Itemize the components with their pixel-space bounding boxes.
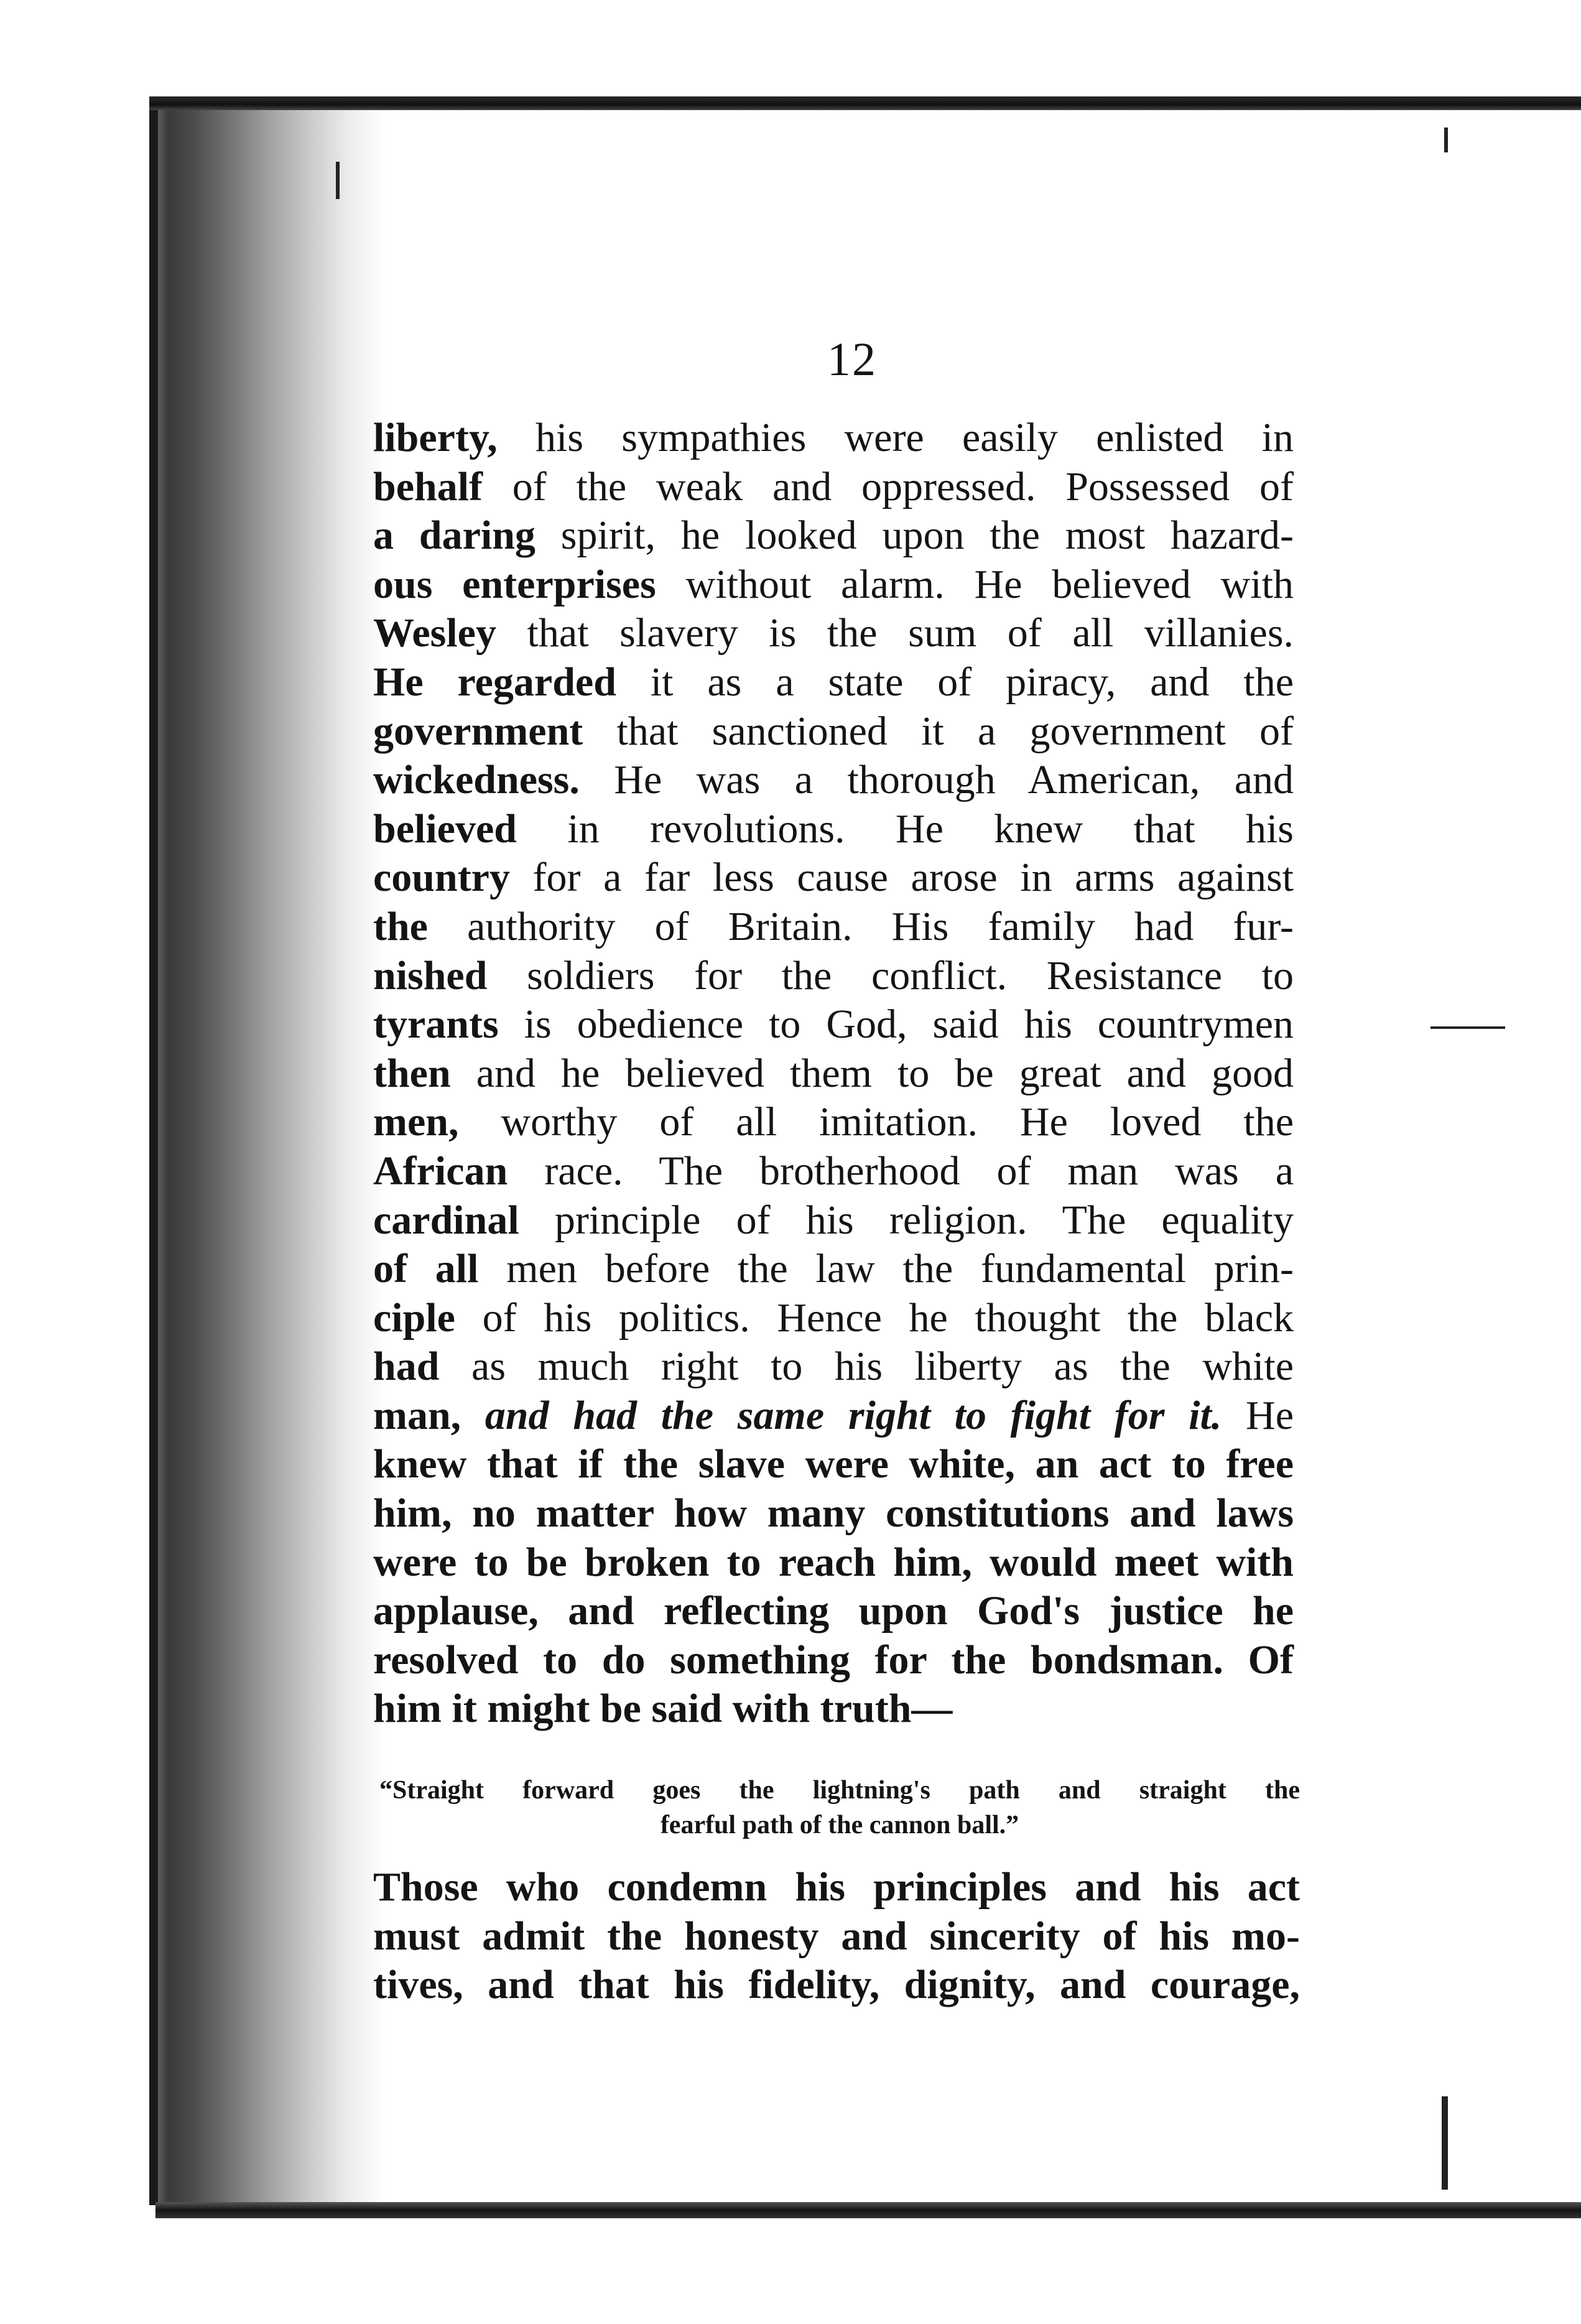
- margin-mark: [1430, 1026, 1505, 1029]
- closing-paragraph: [373, 1863, 1300, 2010]
- margin-mark: [1442, 2096, 1448, 2190]
- text-line: wickedness. He was a thorough American, and: [373, 757, 1294, 803]
- text-line: cardinal principle of his religion. The equality: [373, 1197, 1294, 1243]
- text-line: him it might be said with truth—: [373, 1686, 953, 1732]
- block-quote: [379, 1773, 1300, 1843]
- text-line: a daring spirit, he looked upon the most hazard-: [373, 513, 1294, 559]
- page-number: 12: [827, 333, 877, 386]
- binding-gutter-shadow: [149, 109, 386, 2205]
- text-line: He regarded it as a state of piracy, and the: [373, 659, 1294, 705]
- text-line: the authority of Britain. His family had fur-: [373, 903, 1294, 949]
- bottom-page-rule: [155, 2202, 1581, 2218]
- text-line: men, worthy of all imitation. He loved the: [373, 1099, 1294, 1145]
- margin-mark: [1444, 128, 1448, 152]
- italic-emphasis: and had the same right to fight for it.: [461, 1392, 1222, 1438]
- text-line: African race. The brotherhood of man was a: [373, 1148, 1294, 1194]
- body-text: [373, 414, 1294, 1734]
- text-line: of all men before the law the fundamental prin-: [373, 1246, 1294, 1292]
- text-line: applause, and reflecting upon God's justice he: [373, 1588, 1294, 1634]
- quote-line: “Straight forward goes the lightning's path and straight the: [379, 1776, 1300, 1805]
- text-line: resolved to do something for the bondsman. Of: [373, 1637, 1294, 1683]
- text-line: Wesley that slavery is the sum of all villanies.: [373, 610, 1294, 656]
- text-line: ciple of his politics. Hence he thought the black: [373, 1294, 1294, 1341]
- text-line: government that sanctioned it a government of: [373, 708, 1294, 754]
- text-line: were to be broken to reach him, would meet with: [373, 1539, 1294, 1585]
- text-line: Those who condemn his principles and his act: [373, 1864, 1300, 1910]
- text-line: ous enterprises without alarm. He believed with: [373, 561, 1294, 607]
- text-line: then and he believed them to be great and good: [373, 1050, 1294, 1096]
- text-line: knew that if the slave were white, an act to free: [373, 1441, 1294, 1487]
- text-line: had as much right to his liberty as the white: [373, 1344, 1294, 1390]
- text-line: tyrants is obedience to God, said his countrymen: [373, 1002, 1294, 1048]
- text-line: believed in revolutions. He knew that his: [373, 806, 1294, 852]
- text-line: must admit the honesty and sincerity of his mo-: [373, 1913, 1300, 1959]
- text-line: country for a far less cause arose in arms against: [373, 855, 1294, 901]
- text-line: nished soldiers for the conflict. Resistance to: [373, 952, 1294, 998]
- text-line: behalf of the weak and oppressed. Possessed of: [373, 463, 1294, 509]
- text-line: tives, and that his fidelity, dignity, and courage,: [373, 1962, 1300, 2008]
- emphasized-text-line: man, and had the same right to fight for it. He: [373, 1392, 1294, 1438]
- text-line: liberty, his sympathies were easily enlisted in: [373, 415, 1294, 460]
- quote-line: fearful path of the cannon ball.”: [660, 1811, 1019, 1839]
- text-line: him, no matter how many constitutions and laws: [373, 1490, 1294, 1536]
- top-page-rule: [149, 96, 1581, 110]
- page-edge: [149, 109, 158, 2205]
- margin-mark: [336, 162, 340, 199]
